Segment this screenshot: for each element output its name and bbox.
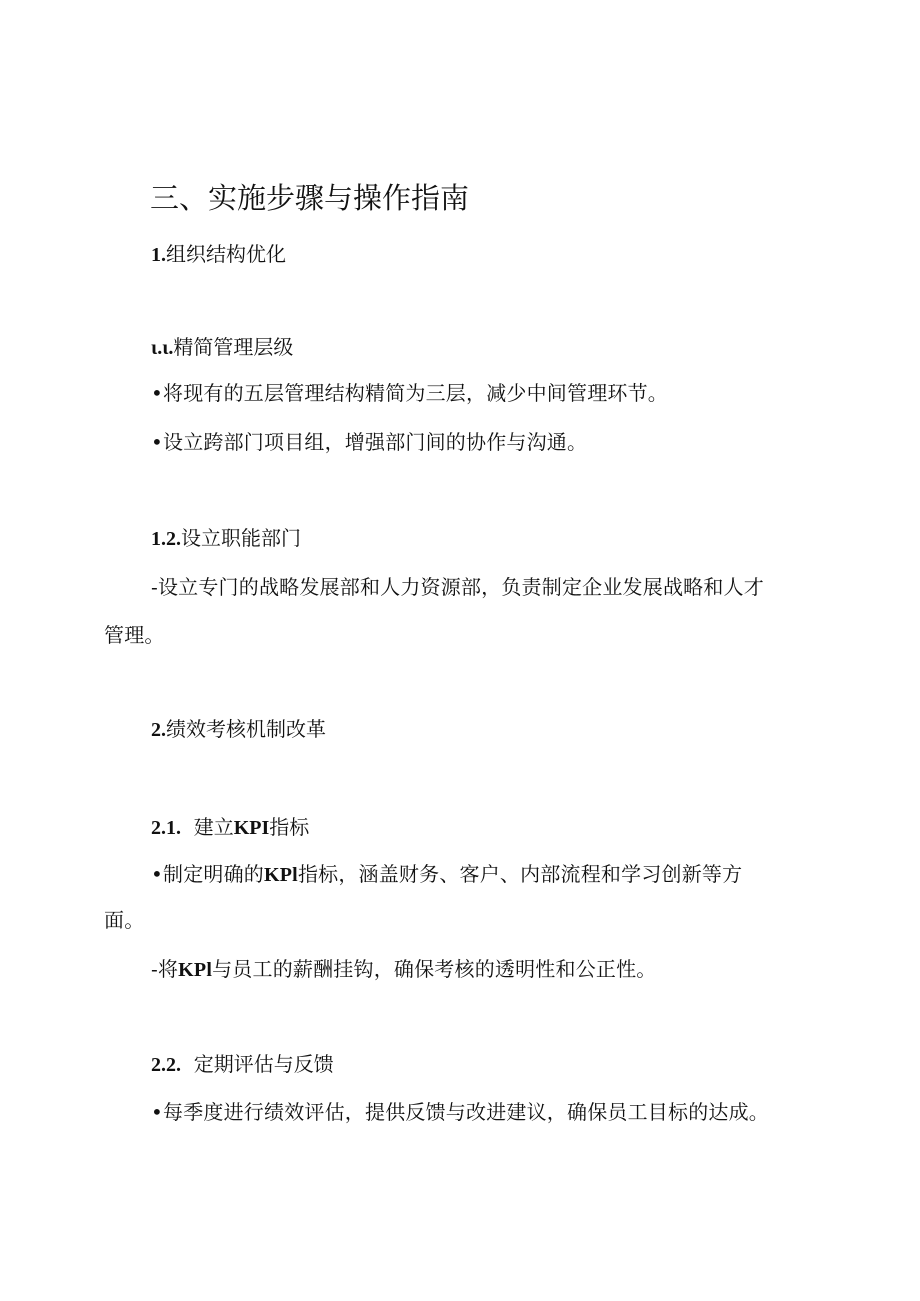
heading-1-1 [151, 331, 293, 360]
heading-number: 2. [151, 719, 166, 741]
heading-2-2 [151, 1048, 334, 1077]
heading-2 [151, 713, 326, 742]
heading-text: 精简管理层级 [173, 335, 294, 359]
heading-kpi: KPI [233, 817, 270, 839]
list-item: •每季度进行绩效评估，提供反馈与改进建议，确保员工目标的达成。 [151, 1100, 769, 1124]
item-rest: 与员工的薪酬挂钩，确保考核的透明性和公正性。 [212, 957, 657, 981]
list-item: -设立专门的战略发展部和人力资源部，负责制定企业发展战略和人才 [151, 575, 764, 599]
heading-text: 组织结构优化 [166, 242, 286, 266]
item-kpi: KPl [178, 959, 213, 981]
heading-text: 建立 [193, 815, 234, 839]
heading-2-1 [151, 811, 309, 840]
heading-number: ι.ι. [151, 337, 174, 359]
list-item [151, 953, 657, 982]
list-item-continuation: 管理。 [104, 623, 165, 647]
heading-1-2 [151, 522, 301, 551]
item-prefix: •制定明确的 [151, 862, 264, 886]
list-item [151, 858, 742, 887]
item-rest: 指标，涵盖财务、客户、内部流程和学习创新等方 [297, 862, 743, 886]
section-title: 三、实施步骤与操作指南 [150, 181, 470, 215]
list-item-continuation: 面。 [104, 908, 145, 932]
heading-text-after: 指标 [269, 815, 310, 839]
list-item: •设立跨部门项目组，增强部门间的协作与沟通。 [151, 430, 588, 454]
list-item: •将现有的五层管理结构精简为三层，减少中间管理环节。 [151, 381, 668, 405]
heading-text: 绩效考核机制改革 [166, 717, 326, 741]
item-prefix: -将 [151, 957, 179, 981]
heading-text: 设立职能部门 [181, 526, 301, 550]
heading-text: 定期评估与反馈 [193, 1052, 334, 1076]
heading-number: 2.2. [151, 1054, 181, 1076]
heading-1 [151, 238, 286, 267]
heading-number: 1. [151, 244, 166, 266]
heading-number: 1.2. [151, 528, 181, 550]
heading-number: 2.1. [151, 817, 181, 839]
item-kpi: KPl [264, 864, 298, 886]
